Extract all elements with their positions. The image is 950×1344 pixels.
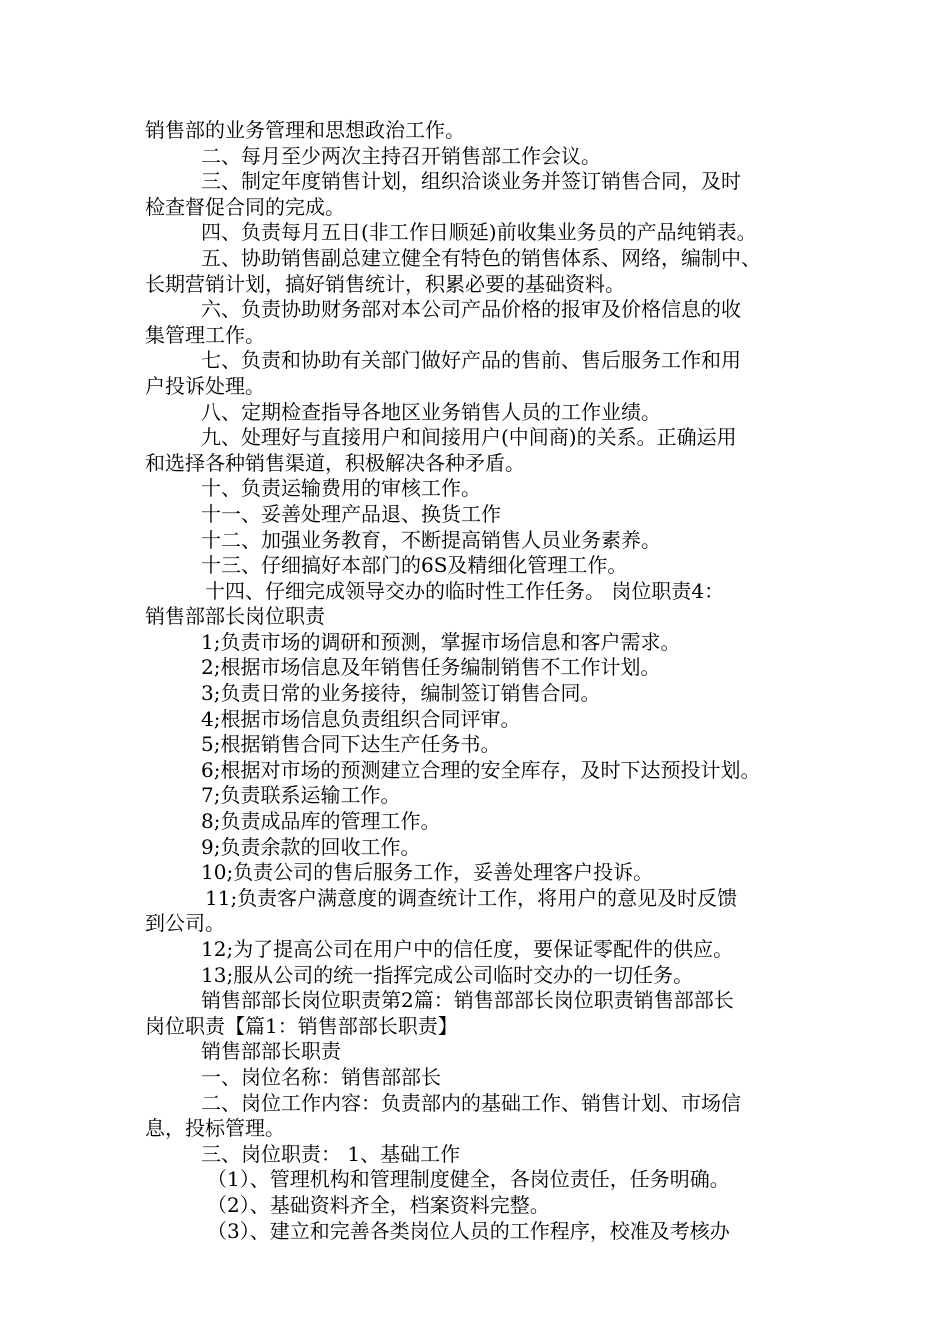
text-line: 十二、加强业务教育，不断提高销售人员业务素养。 (201, 527, 661, 552)
text-line: 十四、仔细完成领导交办的临时性工作任务。 岗位职责4： (205, 578, 725, 603)
text-line: 二、每月至少两次主持召开销售部工作会议。 (201, 143, 601, 168)
text-line: 长期营销计划，搞好销售统计，积累必要的基础资料。 (145, 271, 625, 296)
text-line: 销售部部长岗位职责第2篇：销售部部长岗位职责销售部部长 (201, 988, 734, 1013)
text-line: 八、定期检查指导各地区业务销售人员的工作业绩。 (201, 399, 661, 424)
text-line: 3;负责日常的业务接待，编制签订销售合同。 (201, 681, 601, 706)
text-line: 12;为了提高公司在用户中的信任度，要保证零配件的供应。 (201, 937, 734, 961)
text-line: 七、负责和协助有关部门做好产品的售前、售后服务工作和用 (201, 348, 741, 373)
text-line: 11;负责客户满意度的调查统计工作，将用户的意见及时反馈 (205, 885, 738, 910)
text-line: （3）、建立和完善各类岗位人员的工作程序，校准及考核办 (207, 1218, 730, 1243)
text-line: 九、处理好与直接用户和间接用户(中间商)的关系。正确运用 (201, 425, 737, 450)
text-line: 销售部部长岗位职责 (145, 604, 325, 629)
text-line: 二、岗位工作内容：负责部内的基础工作、销售计划、市场信 (201, 1090, 741, 1115)
text-line: 五、协助销售副总建立健全有特色的销售体系、网络，编制中、 (201, 245, 761, 270)
text-line: 销售部部长职责 (201, 1039, 341, 1064)
text-line: 10;负责公司的售后服务工作，妥善处理客户投诉。 (201, 860, 654, 885)
text-line: 和选择各种销售渠道，积极解决各种矛盾。 (145, 450, 525, 475)
text-line: 13;服从公司的统一指挥完成公司临时交办的一切任务。 (201, 962, 694, 987)
text-line: 1;负责市场的调研和预测，掌握市场信息和客户需求。 (201, 629, 681, 654)
text-line: （2）、基础资料齐全，档案资料完整。 (207, 1192, 550, 1217)
text-line: 9;负责余款的回收工作。 (201, 834, 421, 859)
text-line: 集管理工作。 (145, 322, 265, 347)
text-line: 销售部的业务管理和思想政治工作。 (145, 118, 465, 142)
text-line: 十三、仔细搞好本部门的6S及精细化管理工作。 (201, 553, 628, 578)
text-line: 6;根据对市场的预测建立合理的安全库存，及时下达预投计划。 (201, 757, 761, 782)
text-line: 岗位职责【篇1：销售部部长职责】 (145, 1013, 458, 1038)
text-line: 三、岗位职责： 1、基础工作 (201, 1141, 461, 1166)
text-line: 8;负责成品库的管理工作。 (201, 809, 441, 834)
text-line: 十、负责运输费用的审核工作。 (201, 476, 481, 501)
text-line: 检查督促合同的完成。 (145, 194, 345, 219)
text-line: 2;根据市场信息及年销售任务编制销售不工作计划。 (201, 655, 661, 680)
text-line: 7;负责联系运输工作。 (201, 783, 401, 808)
text-line: 息，投标管理。 (145, 1116, 285, 1141)
text-line: 四、负责每月五日(非工作日顺延)前收集业务员的产品纯销表。 (201, 220, 757, 245)
text-line: 三、制定年度销售计划，组织洽谈业务并签订销售合同，及时 (201, 169, 741, 194)
text-line: 到公司。 (145, 911, 225, 936)
document-body (145, 118, 825, 1244)
text-line: 4;根据市场信息负责组织合同评审。 (201, 706, 521, 731)
text-line: 户投诉处理。 (145, 373, 265, 398)
text-line: 十一、妥善处理产品退、换货工作 (201, 501, 501, 526)
text-line: 六、负责协助财务部对本公司产品价格的报审及价格信息的收 (201, 297, 741, 322)
text-line: 5;根据销售合同下达生产任务书。 (201, 732, 501, 757)
text-line: 一、岗位名称：销售部部长 (201, 1064, 441, 1089)
text-line: （1）、管理机构和管理制度健全，各岗位责任，任务明确。 (207, 1167, 730, 1192)
